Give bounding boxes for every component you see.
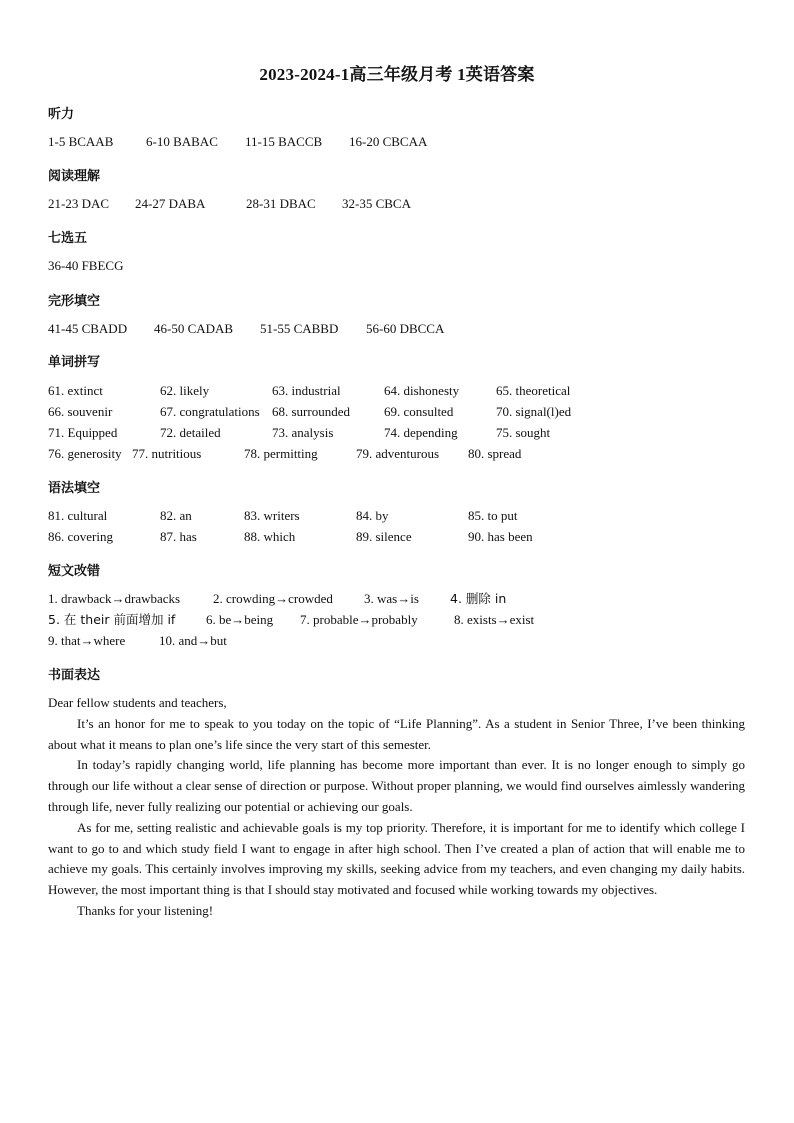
answer-group: 36-40 FBECG — [48, 258, 124, 273]
correction-answer: 9. that→where — [48, 633, 126, 648]
grammar-answer: 82. an — [160, 508, 192, 523]
essay-paragraph: It’s an honor for me to speak to you today on the topic of “Life Planning”. As a student in Senior Three, I’ve been thinking about what it means to plan one’s life since the very start of this semester. — [48, 715, 745, 752]
correction-answer: 3. was→is — [364, 591, 419, 606]
spelling-answer: 80. spread — [468, 446, 522, 461]
answer-group: 21-23 DAC — [48, 196, 110, 211]
answer-group: 41-45 CBADD — [48, 321, 128, 336]
section-heading-cloze: 完形填空 — [48, 294, 101, 309]
spelling-answer: 79. adventurous — [356, 446, 440, 461]
section-heading-correction: 短文改错 — [48, 564, 101, 579]
spelling-answer: 70. signal(l)ed — [496, 404, 572, 419]
answer-group: 1-5 BCAAB — [48, 134, 114, 149]
spelling-answer: 68. surrounded — [272, 404, 350, 419]
correction-answer: 6. be→being — [206, 612, 274, 627]
correction-answer: 5. 在 their 前面增加 if — [48, 612, 176, 627]
grammar-answer: 83. writers — [244, 508, 300, 523]
answer-group: 11-15 BACCB — [245, 134, 323, 149]
section-heading-listening: 听力 — [48, 107, 75, 122]
answer-group: 46-50 CADAB — [154, 321, 234, 336]
grammar-answer: 89. silence — [356, 529, 412, 544]
spelling-answer: 72. detailed — [160, 425, 221, 440]
essay-paragraph: In today’s rapidly changing world, life planning has become more important than ever. It is no longer enough to simply go through our life without a clear sense of direction or purpose. Without proper planning, we would find ourselves aimlessly wandering through life, never fully realizing our potential or achieving our goals. — [48, 757, 745, 814]
grammar-answer: 84. by — [356, 508, 389, 523]
answer-group: 56-60 DBCCA — [366, 321, 445, 336]
spelling-answer: 73. analysis — [272, 425, 334, 440]
section-heading-grammar: 语法填空 — [48, 481, 101, 496]
page-title: 2023-2024-1高三年级月考 1英语答案 — [259, 65, 535, 84]
grammar-answer: 87. has — [160, 529, 197, 544]
correction-answer: 8. exists→exist — [454, 612, 535, 627]
grammar-answer: 86. covering — [48, 529, 113, 544]
spelling-answer: 66. souvenir — [48, 404, 113, 419]
spelling-answer: 69. consulted — [384, 404, 454, 419]
section-heading-reading: 阅读理解 — [48, 169, 101, 184]
spelling-answer: 71. Equipped — [48, 425, 118, 440]
essay-paragraph: As for me, setting realistic and achievable goals is my top priority. Therefore, it is important for me to identify which college I want to go to and which study field I want to engage in after high school. Then I’ve created a plan of action that will enable me to achieve my goals. This certainly involves improving my skills, seeking advice from my teachers, and even changing my daily habits. However, the most important thing is that I should stay motivated and focused while working towards my objectives. — [48, 819, 745, 898]
correction-answer: 1. drawback→drawbacks — [48, 591, 181, 606]
answer-group: 6-10 BABAC — [146, 134, 218, 149]
answer-group: 51-55 CABBD — [260, 321, 339, 336]
grammar-answer: 85. to put — [468, 508, 518, 523]
answer-group: 16-20 CBCAA — [349, 134, 428, 149]
grammar-answer: 88. which — [244, 529, 296, 544]
spelling-answer: 61. extinct — [48, 383, 103, 398]
correction-answer: 4. 删除 in — [450, 591, 507, 606]
spelling-answer: 63. industrial — [272, 383, 341, 398]
section-heading-seven-choose-five: 七选五 — [48, 231, 88, 246]
section-heading-writing: 书面表达 — [48, 668, 101, 683]
correction-answer: 7. probable→probably — [300, 612, 418, 627]
answer-group: 28-31 DBAC — [246, 196, 316, 211]
correction-answer: 2. crowding→crowded — [213, 591, 333, 606]
spelling-answer: 74. depending — [384, 425, 458, 440]
correction-answer: 10. and→but — [159, 633, 227, 648]
spelling-answer: 64. dishonesty — [384, 383, 460, 398]
grammar-answer: 81. cultural — [48, 508, 108, 523]
essay-salutation: Dear fellow students and teachers, — [48, 695, 227, 710]
section-heading-spelling: 单词拼写 — [48, 355, 101, 370]
essay-body — [48, 693, 745, 922]
spelling-answer: 78. permitting — [244, 446, 318, 461]
spelling-answer: 65. theoretical — [496, 383, 571, 398]
spelling-answer: 67. congratulations — [160, 404, 260, 419]
essay-closing: Thanks for your listening! — [77, 902, 214, 918]
spelling-answer: 77. nutritious — [132, 446, 202, 461]
spelling-answer: 76. generosity — [48, 446, 122, 461]
spelling-answer: 75. sought — [496, 425, 551, 440]
answer-group: 24-27 DABA — [135, 196, 206, 211]
answer-group: 32-35 CBCA — [342, 196, 411, 211]
grammar-answer: 90. has been — [468, 529, 533, 544]
spelling-answer: 62. likely — [160, 383, 210, 398]
